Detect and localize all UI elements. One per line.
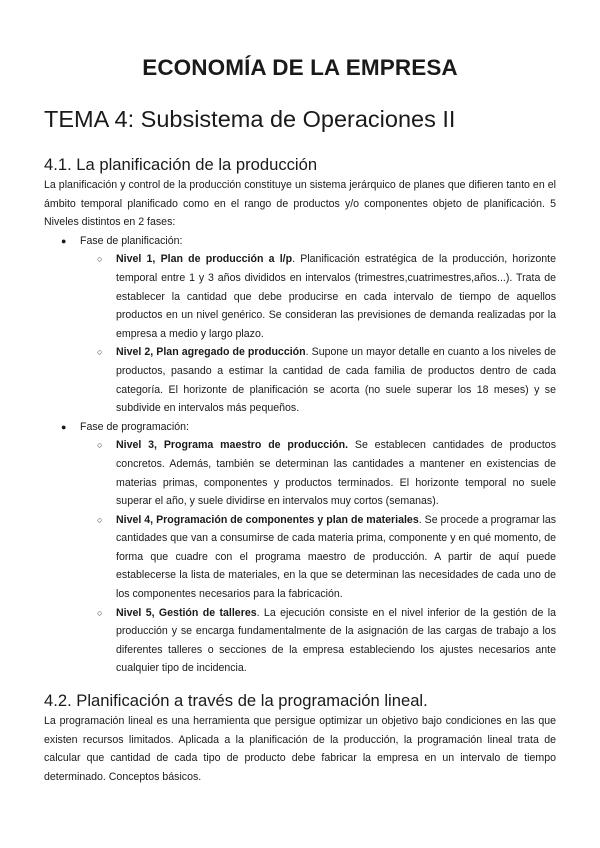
bullet-icon: ●	[61, 235, 67, 246]
level-1-text: . Planificación estratégica de la producción, horizonte temporal entre 1 y 3 años divididos en intervalos (trimestres,cuatrimestres,años...). Trata de establecer la cantidad que debe producirse en cada intervalo de tiempo de aquellos productos en un nivel genérico. Se consideran las previsiones de demanda realizadas por la empresa a medio y largo plazo.	[116, 253, 556, 340]
circle-bullet-icon: ○	[97, 514, 103, 525]
section-2-title: 4.2. Planificación a través de la programación lineal.	[44, 691, 428, 711]
level-3-text: Se establecen cantidades de productos concretos. Además, también se determinan las cantidades a mantener en existencias de materias primas, componentes y productos terminados. El horizonte temporal no suele superar el año, y suele dividirse en intervalos muy cortos (semanas).	[116, 439, 556, 508]
level-1-item	[80, 250, 556, 343]
phase-list	[44, 232, 556, 678]
phase-label: Fase de planificación:	[80, 234, 183, 247]
circle-bullet-icon: ○	[97, 440, 103, 451]
bullet-icon: ●	[61, 421, 67, 432]
level-4-text: . Se procede a programar las cantidades que van a consumirse de cada materia prima, componente y en qué momento, de forma que cuadre con el programa maestro de producción. A partir de aquí puede establecerse la lista de materiales, en la que se determinan las necesidades de cada uno de los componentes necesarios para la fabricación.	[116, 513, 557, 601]
phase-label: Fase de programación:	[80, 420, 189, 433]
section-1-title: 4.1. La planificación de la producción	[44, 155, 318, 174]
level-5-item	[80, 604, 556, 678]
level-2-item	[80, 343, 556, 417]
circle-bullet-icon: ○	[97, 347, 103, 358]
level-4-item	[80, 511, 556, 604]
level-1-name: Nivel 1, Plan de producción a l/p	[116, 253, 293, 266]
level-5-name: Nivel 5, Gestión de talleres	[116, 606, 257, 619]
level-3-name: Nivel 3, Programa maestro de producción.	[116, 439, 349, 452]
circle-bullet-icon: ○	[97, 607, 103, 618]
level-5-text: . La ejecución consiste en el nivel inferior de la gestión de la producción y se encarga fundamentalmente de la asignación de las cargas de trabajo a los diferentes talleres o secciones de la empresa estableciendo los ajustes necesarios ante cualquier tipo de incidencia.	[116, 606, 556, 675]
level-4-name: Nivel 4, Programación de componentes y plan de materiales	[116, 513, 419, 526]
level-3-item	[80, 436, 556, 510]
document-title: ECONOMÍA DE LA EMPRESA	[142, 55, 458, 80]
level-list	[80, 436, 556, 678]
chapter-title: TEMA 4: Subsistema de Operaciones II	[44, 106, 456, 132]
level-list	[80, 250, 556, 417]
section-2-text: La programación lineal es una herramienta que persigue optimizar un objetivo bajo condiciones en las que existen recursos limitados. Aplicada a la planificación de la producción, la programación lineal trata de calcular que cantidad de cada tipo de producto debe fabricar la empresa en un intervalo de tiempo determinado. Conceptos básicos.	[44, 715, 556, 783]
section-1-intro: La planificación y control de la producción constituye un sistema jerárquico de planes que difieren tanto en el ámbito temporal planificado como en el rango de productos y/o componentes objeto de planificación. 5 Niveles distintos en 2 fases:	[44, 179, 556, 229]
circle-bullet-icon: ○	[97, 254, 103, 265]
level-2-name: Nivel 2, Plan agregado de producción	[116, 346, 306, 359]
level-2-text: . Supone un mayor detalle en cuanto a los niveles de productos, pasando a estimar la cantidad de cada familia de productos dentro de cada categoría. El horizonte de planificación se acorta (no suele superar los 18 meses) y se subdivide en intervalos más pequeños.	[116, 346, 556, 415]
phase-planning	[44, 232, 556, 418]
phase-programming	[44, 418, 556, 678]
